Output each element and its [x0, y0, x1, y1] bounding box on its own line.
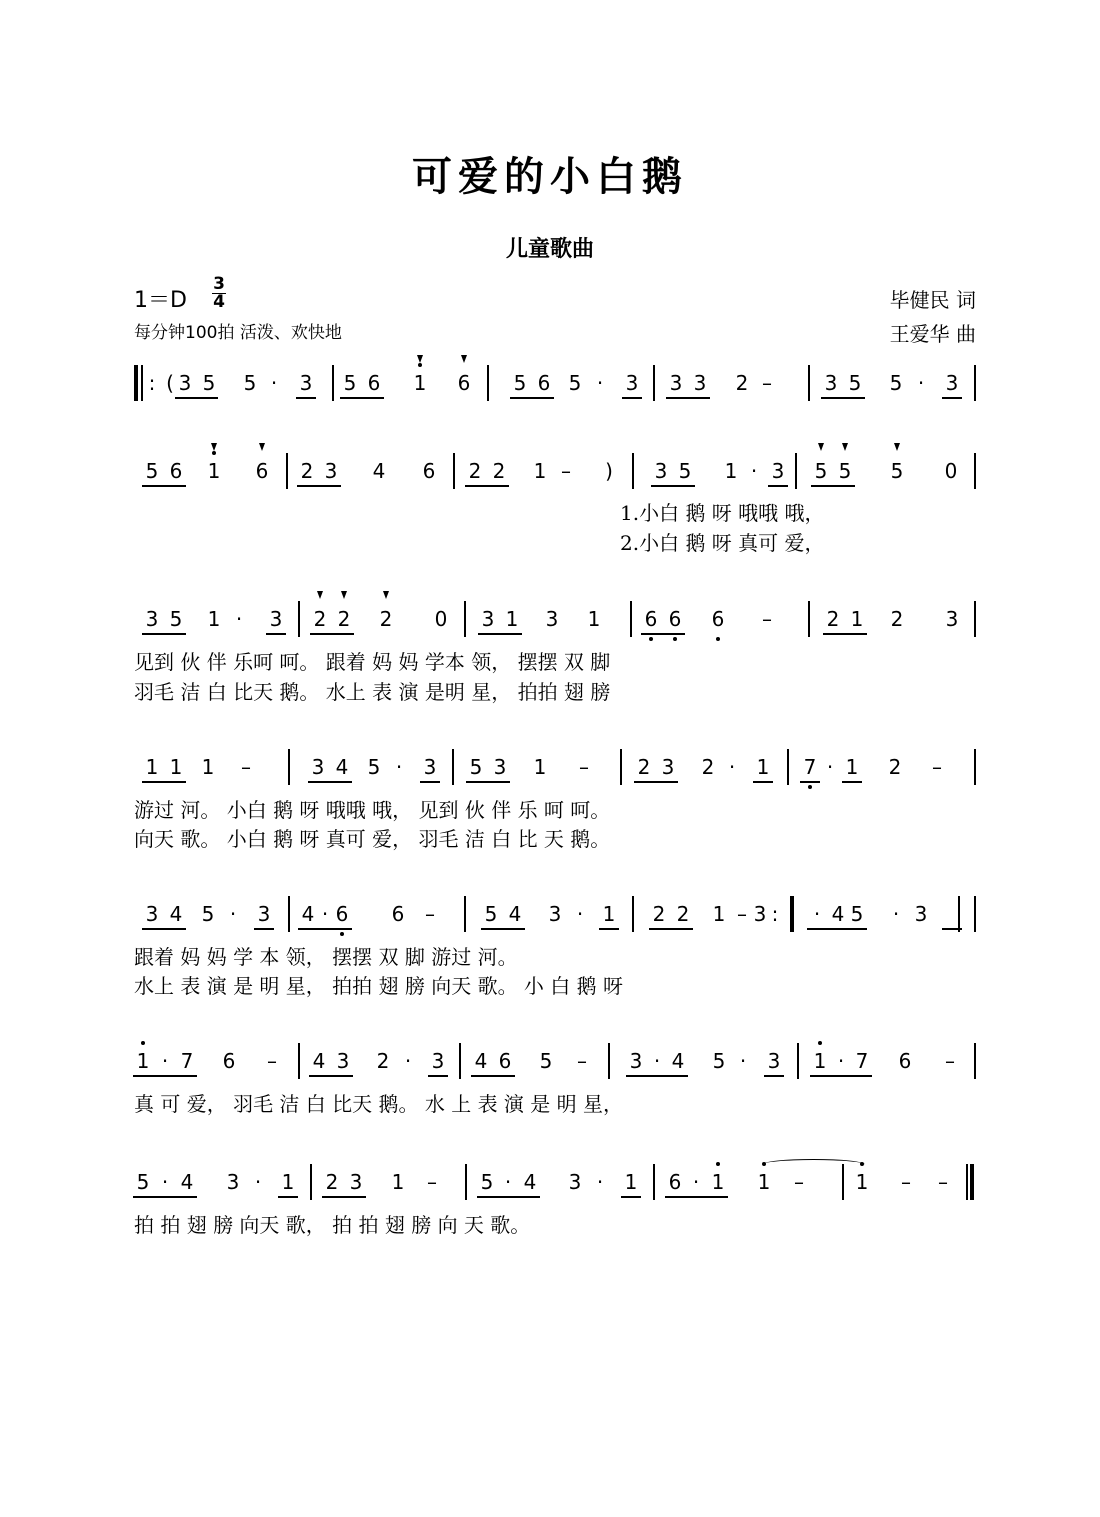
- barline: [608, 1043, 610, 1079]
- beam-line: [942, 397, 962, 399]
- note: 6: [498, 1049, 512, 1073]
- beam-line: [622, 397, 642, 399]
- note: 3: [945, 371, 959, 395]
- barline: [808, 601, 810, 637]
- note: 6: [335, 902, 349, 926]
- note: 6: [169, 459, 183, 483]
- note: ·: [321, 902, 329, 926]
- time-signature: [212, 276, 226, 311]
- beam-line: [641, 633, 685, 635]
- note: 3: [568, 1170, 582, 1194]
- beam-line: [309, 1075, 353, 1077]
- barline: [452, 749, 454, 785]
- note: ·: [596, 371, 604, 395]
- composer-credit: 王爱华 曲: [889, 322, 976, 346]
- beam-line: [308, 781, 352, 783]
- beam-line: [651, 485, 695, 487]
- note: ·: [161, 1049, 169, 1073]
- note: –: [577, 1049, 587, 1073]
- tempo-marking: 每分钟100拍 活泼、欢快地: [134, 323, 342, 343]
- time-numerator: 3: [213, 274, 225, 294]
- note: 2: [492, 459, 506, 483]
- note: 1: [711, 1170, 725, 1194]
- note: 6: [367, 371, 381, 395]
- lyric-line-2b: 2.小白 鹅 呀 真可 爱，: [620, 531, 825, 555]
- note: –: [945, 1049, 955, 1073]
- beam-line: [340, 397, 384, 399]
- note: 3: [493, 755, 507, 779]
- note: ·: [596, 1170, 604, 1194]
- note: 2: [735, 371, 749, 395]
- staccato-mark: [417, 355, 423, 363]
- note: 4: [301, 902, 315, 926]
- staccato-mark: [894, 443, 900, 451]
- note: 5: [814, 459, 828, 483]
- note: 5: [848, 371, 862, 395]
- note: 3: [753, 902, 767, 926]
- note: ·: [235, 607, 243, 631]
- note: 4: [312, 1049, 326, 1073]
- lyric-line-3a: 见到 伙 伴 乐呵 呵。 跟着 妈 妈 学本 领， 摆摆 双 脚: [134, 650, 611, 674]
- note: 2: [313, 607, 327, 631]
- song-title: 可爱的小白鹅: [412, 153, 688, 200]
- note: ·: [161, 1170, 169, 1194]
- barline: [332, 365, 334, 401]
- note: –: [932, 755, 942, 779]
- staccato-mark: [211, 443, 217, 451]
- note: 5: [484, 902, 498, 926]
- note: 1: [624, 1170, 638, 1194]
- note: 1: [169, 755, 183, 779]
- beam-line: [823, 633, 867, 635]
- note: 2: [379, 607, 393, 631]
- note: 1: [145, 755, 159, 779]
- note: 3: [299, 371, 313, 395]
- note: 5: [838, 459, 852, 483]
- note: 3: [423, 755, 437, 779]
- note: 1: [855, 1170, 869, 1194]
- note: ·: [892, 902, 900, 926]
- note: 1: [850, 607, 864, 631]
- barline: [958, 896, 960, 932]
- note: 3: [145, 607, 159, 631]
- beam-line: [466, 781, 510, 783]
- note: 5: [202, 371, 216, 395]
- barline: [787, 749, 789, 785]
- note: 3: [226, 1170, 240, 1194]
- note: 1: [712, 902, 726, 926]
- note: ·: [576, 902, 584, 926]
- note: 3: [349, 1170, 363, 1194]
- barline: [620, 749, 622, 785]
- note: 4: [180, 1170, 194, 1194]
- lyricist-credit: 毕健民 词: [889, 288, 976, 312]
- beam-line: [626, 1075, 688, 1077]
- note: ·: [254, 1170, 262, 1194]
- note: 5: [568, 371, 582, 395]
- beam-line: [764, 1075, 784, 1077]
- beam-line: [811, 485, 855, 487]
- note: –: [561, 459, 571, 483]
- barline: [630, 601, 632, 637]
- note: 6: [898, 1049, 912, 1073]
- beam-line: [142, 928, 186, 930]
- beam-line: [465, 485, 509, 487]
- note: 2: [890, 607, 904, 631]
- note: 5: [243, 371, 257, 395]
- note: ·: [728, 755, 736, 779]
- beam-line: [665, 1196, 728, 1198]
- note: 3: [767, 1049, 781, 1073]
- note: –: [762, 607, 772, 631]
- beam-line: [297, 485, 341, 487]
- note: 3: [481, 607, 495, 631]
- note: 3: [336, 1049, 350, 1073]
- octave-dot-low: [340, 932, 344, 936]
- note: 3: [661, 755, 675, 779]
- octave-dot-low: [673, 637, 677, 641]
- beam-line: [296, 397, 316, 399]
- note: 1: [207, 607, 221, 631]
- note: 3: [629, 1049, 643, 1073]
- note: 6: [537, 371, 551, 395]
- note: ·: [395, 755, 403, 779]
- note: 3: [654, 459, 668, 483]
- open-paren: (: [166, 371, 174, 395]
- note: 2: [300, 459, 314, 483]
- beam-line: [142, 633, 186, 635]
- barline: [966, 1164, 968, 1200]
- staccato-mark: [341, 591, 347, 599]
- barline: [310, 1164, 312, 1200]
- note: –: [737, 902, 747, 926]
- beam-line: [142, 781, 186, 783]
- beam-line: [821, 397, 865, 399]
- note: 3: [269, 607, 283, 631]
- note: ·: [917, 371, 925, 395]
- barline: [464, 601, 466, 637]
- beam-line: [634, 781, 678, 783]
- beam-line: [807, 928, 867, 930]
- lyric-line-6: 真 可 爱， 羽毛 洁 白 比天 鹅。 水 上 表 演 是 明 星，: [134, 1092, 624, 1116]
- note: 1: [201, 755, 215, 779]
- beam-line: [481, 928, 525, 930]
- beam-line: [471, 1075, 515, 1077]
- note: 5: [469, 755, 483, 779]
- note: 1: [136, 1049, 150, 1073]
- beam-line: [510, 397, 554, 399]
- note: 1: [391, 1170, 405, 1194]
- note: 1: [845, 755, 859, 779]
- note: 1: [533, 755, 547, 779]
- note: 6: [391, 902, 405, 926]
- note: 5: [513, 371, 527, 395]
- note: –: [794, 1170, 804, 1194]
- staccato-mark: [317, 591, 323, 599]
- note: 1: [756, 755, 770, 779]
- note: 5: [343, 371, 357, 395]
- note: 4: [335, 755, 349, 779]
- note: 3: [311, 755, 325, 779]
- beam-line: [298, 928, 352, 930]
- barline: [459, 1043, 461, 1079]
- beam-line: [649, 928, 693, 930]
- barline: [808, 365, 810, 401]
- note: 1: [505, 607, 519, 631]
- note: ·: [653, 1049, 661, 1073]
- note: 0: [434, 607, 448, 631]
- note: 1: [602, 902, 616, 926]
- note: 2: [337, 607, 351, 631]
- note: 4: [474, 1049, 488, 1073]
- note: 2: [652, 902, 666, 926]
- barline: [288, 896, 290, 932]
- note: 3: [914, 902, 928, 926]
- barline: [974, 365, 976, 401]
- octave-dot-low: [716, 637, 720, 641]
- note: ·: [504, 1170, 512, 1194]
- beam-line: [842, 781, 862, 783]
- note: 6: [457, 371, 471, 395]
- note: 3: [771, 459, 785, 483]
- barline: [974, 1043, 976, 1079]
- note: –: [901, 1170, 911, 1194]
- note: 4: [671, 1049, 685, 1073]
- barline: [298, 1043, 300, 1079]
- barline: [797, 1043, 799, 1079]
- beam-line: [133, 1196, 197, 1198]
- note: 6: [644, 607, 658, 631]
- barline: [974, 601, 976, 637]
- lyric-line-5b: 水上 表 演 是 明 星， 拍拍 翅 膀 向天 歌。 小 白 鹅 呀: [134, 974, 624, 998]
- lyric-line-5a: 跟着 妈 妈 学 本 领， 摆摆 双 脚 游过 河。: [134, 945, 518, 969]
- staccato-mark: [383, 591, 389, 599]
- barline: [795, 453, 797, 489]
- beam-line: [599, 928, 619, 930]
- note: 1: [207, 459, 221, 483]
- key-signature: 1＝D: [134, 288, 187, 313]
- note: 5: [201, 902, 215, 926]
- note: 3: [324, 459, 338, 483]
- note: 4: [523, 1170, 537, 1194]
- note: 5: [678, 459, 692, 483]
- note: 1: [587, 607, 601, 631]
- barline-thick: [970, 1164, 974, 1200]
- note: 3: [178, 371, 192, 395]
- note: –: [579, 755, 589, 779]
- note: 7: [803, 755, 817, 779]
- octave-dot-low: [649, 637, 653, 641]
- beam-line: [477, 1196, 540, 1198]
- beam-line: [133, 1075, 197, 1077]
- note: 7: [855, 1049, 869, 1073]
- note: 1: [281, 1170, 295, 1194]
- staccato-mark: [842, 443, 848, 451]
- barline: [288, 749, 290, 785]
- note: 4: [831, 902, 845, 926]
- octave-dot-high: [212, 451, 216, 455]
- note: ·: [404, 1049, 412, 1073]
- note: 3: [431, 1049, 445, 1073]
- barline: [653, 365, 655, 401]
- note: 6: [255, 459, 269, 483]
- barline: [632, 453, 634, 489]
- staccato-mark: [818, 443, 824, 451]
- beam-line: [322, 1196, 366, 1198]
- beam-line: [478, 633, 522, 635]
- note: ·: [826, 755, 834, 779]
- note: 3: [693, 371, 707, 395]
- repeat-colon: :: [148, 371, 156, 395]
- note: –: [267, 1049, 277, 1073]
- note: ·: [837, 1049, 845, 1073]
- lyric-line-7: 拍 拍 翅 膀 向天 歌， 拍 拍 翅 膀 向 天 歌。: [134, 1213, 531, 1237]
- note: 5: [136, 1170, 150, 1194]
- beam-line: [621, 1196, 641, 1198]
- note: –: [938, 1170, 948, 1194]
- note: 2: [637, 755, 651, 779]
- beam-line: [310, 633, 354, 635]
- lyric-line-4b: 向天 歌。 小白 鹅 呀 真可 爱， 羽毛 洁 白 比 天 鹅。: [134, 827, 611, 851]
- barline: [974, 453, 976, 489]
- barline: [453, 453, 455, 489]
- note: 4: [508, 902, 522, 926]
- octave-dot-high: [141, 1041, 145, 1045]
- staccato-mark: [259, 443, 265, 451]
- barline: [487, 365, 489, 401]
- beam-line: [278, 1196, 298, 1198]
- beam-line: [428, 1075, 448, 1077]
- note: 1: [813, 1049, 827, 1073]
- note: 6: [668, 607, 682, 631]
- note: 4: [372, 459, 386, 483]
- note: –: [425, 902, 435, 926]
- note: ·: [813, 902, 821, 926]
- barline: [465, 1164, 467, 1200]
- octave-dot-low: [808, 785, 812, 789]
- note: 3: [257, 902, 271, 926]
- repeat-colon-end: :: [771, 902, 779, 926]
- note: 3: [625, 371, 639, 395]
- note: –: [427, 1170, 437, 1194]
- note: 3: [669, 371, 683, 395]
- note: 6: [668, 1170, 682, 1194]
- note: 2: [376, 1049, 390, 1073]
- beam-line: [266, 633, 286, 635]
- beam-line: [175, 397, 218, 399]
- note: 3: [945, 607, 959, 631]
- note: 2: [826, 607, 840, 631]
- note: 1: [413, 371, 427, 395]
- note: 2: [468, 459, 482, 483]
- note: 6: [711, 607, 725, 631]
- barline: [464, 896, 466, 932]
- beam-line: [666, 397, 710, 399]
- barline: [632, 896, 634, 932]
- note: 1: [724, 459, 738, 483]
- note: 2: [676, 902, 690, 926]
- song-subtitle: 儿童歌曲: [505, 237, 594, 262]
- barline: [286, 453, 288, 489]
- note: 6: [422, 459, 436, 483]
- note: 1: [757, 1170, 771, 1194]
- note: ·: [739, 1049, 747, 1073]
- note: 2: [325, 1170, 339, 1194]
- note: 5: [145, 459, 159, 483]
- lyric-line-3b: 羽毛 洁 白 比天 鹅。 水上 表 演 是明 星， 拍拍 翅 膀: [134, 680, 611, 704]
- beam-line: [800, 781, 820, 783]
- note: ·: [229, 902, 237, 926]
- lyric-line-2a: 1.小白 鹅 呀 哦哦 哦，: [620, 501, 825, 525]
- beam-line: [768, 485, 788, 487]
- barline: [974, 896, 976, 932]
- note: 3: [545, 607, 559, 631]
- note: ·: [750, 459, 758, 483]
- note: 1: [533, 459, 547, 483]
- note: 2: [701, 755, 715, 779]
- staccato-mark: [461, 355, 467, 363]
- note: 5: [889, 371, 903, 395]
- tie-arc: [762, 1159, 865, 1170]
- time-denominator: 4: [213, 292, 225, 312]
- beam-line: [753, 781, 773, 783]
- repeat-barline: [134, 365, 138, 401]
- note: 7: [180, 1049, 194, 1073]
- note: 3: [145, 902, 159, 926]
- barline: [974, 749, 976, 785]
- note: 0: [944, 459, 958, 483]
- note: 5: [367, 755, 381, 779]
- note: ·: [692, 1170, 700, 1194]
- note: 5: [169, 607, 183, 631]
- octave-dot-high: [818, 1041, 822, 1045]
- note: 5: [850, 902, 864, 926]
- lyric-line-4a: 游过 河。 小白 鹅 呀 哦哦 哦， 见到 伙 伴 乐 呵 呵。: [134, 798, 611, 822]
- beam-line: [420, 781, 440, 783]
- beam-line: [254, 928, 274, 930]
- note: 2: [888, 755, 902, 779]
- note: 3: [824, 371, 838, 395]
- note: –: [241, 755, 251, 779]
- note: ): [605, 459, 613, 483]
- note: 3: [548, 902, 562, 926]
- beam-line: [810, 1075, 872, 1077]
- barline: [653, 1164, 655, 1200]
- note: 6: [222, 1049, 236, 1073]
- note: 5: [712, 1049, 726, 1073]
- beam-line: [142, 485, 186, 487]
- note: ·: [270, 371, 278, 395]
- note: –: [762, 371, 772, 395]
- note: 5: [890, 459, 904, 483]
- note: 5: [480, 1170, 494, 1194]
- octave-dot-high: [716, 1162, 720, 1166]
- note: 4: [169, 902, 183, 926]
- octave-dot-high: [418, 363, 422, 367]
- note: 5: [539, 1049, 553, 1073]
- barline-thick: [790, 896, 794, 932]
- barline: [298, 601, 300, 637]
